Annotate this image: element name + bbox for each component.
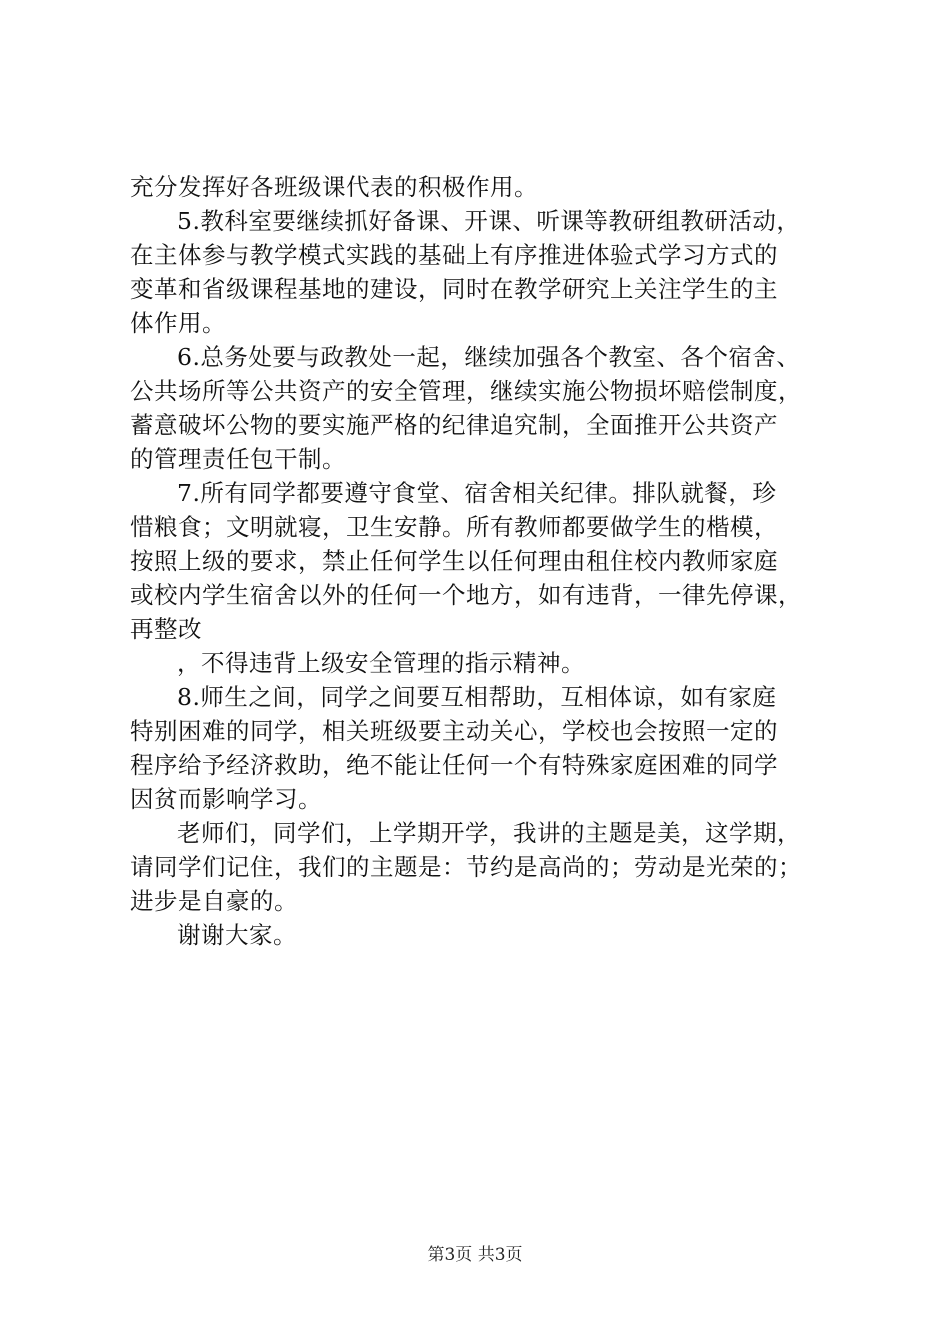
text-line: 蓄意破坏公物的要实施严格的纪律追究制，全面推开公共资产 xyxy=(130,411,778,439)
text-line: 请同学们记住，我们的主题是：节约是高尚的；劳动是光荣的； xyxy=(130,853,802,881)
text-line: ，不得违背上级安全管理的指示精神。 xyxy=(177,649,585,677)
text-line: 的管理责任包干制。 xyxy=(130,445,346,473)
text-line: 或校内学生宿舍以外的任何一个地方，如有违背，一律先停课， xyxy=(130,581,802,609)
paragraph-7 xyxy=(130,476,840,680)
text-line: 8.师生之间，同学之间要互相帮助，互相体谅，如有家庭 xyxy=(177,683,777,711)
text-line: 充分发挥好各班级课代表的积极作用。 xyxy=(130,173,538,201)
text-line: 在主体参与教学模式实践的基础上有序推进体验式学习方式的 xyxy=(130,241,778,269)
text-line: 变革和省级课程基地的建设，同时在教学研究上关注学生的主 xyxy=(130,275,778,303)
text-line: 进步是自豪的。 xyxy=(130,887,298,915)
paragraph-closing xyxy=(130,816,840,918)
paragraph-4-end xyxy=(130,170,840,204)
text-line: 6.总务处要与政教处一起，继续加强各个教室、各个宿舍、 xyxy=(177,343,801,371)
text-line: 特别困难的同学，相关班级要主动关心，学校也会按照一定的 xyxy=(130,717,778,745)
paragraph-8 xyxy=(130,680,840,816)
text-line: 程序给予经济救助，绝不能让任何一个有特殊家庭困难的同学 xyxy=(130,751,778,779)
text-line: 公共场所等公共资产的安全管理，继续实施公物损坏赔偿制度， xyxy=(130,377,802,405)
text-line: 体作用。 xyxy=(130,309,226,337)
text-line: 5.教科室要继续抓好备课、开课、听课等教研组教研活动， xyxy=(177,207,801,235)
document-body xyxy=(130,170,840,952)
text-line: 谢谢大家。 xyxy=(177,921,297,949)
text-line: 因贫而影响学习。 xyxy=(130,785,322,813)
paragraph-5 xyxy=(130,204,840,340)
text-line: 老师们，同学们，上学期开学，我讲的主题是美，这学期， xyxy=(177,819,801,847)
page-number-footer: 第3页 共3页 xyxy=(427,1245,523,1265)
text-line: 按照上级的要求，禁止任何学生以任何理由租住校内教师家庭 xyxy=(130,547,778,575)
text-line: 7.所有同学都要遵守食堂、宿舍相关纪律。排队就餐，珍 xyxy=(177,479,777,507)
text-line: 再整改 xyxy=(130,615,202,643)
text-line: 惜粮食；文明就寝，卫生安静。所有教师都要做学生的楷模， xyxy=(130,513,778,541)
paragraph-6 xyxy=(130,340,840,476)
paragraph-thanks xyxy=(130,918,840,952)
